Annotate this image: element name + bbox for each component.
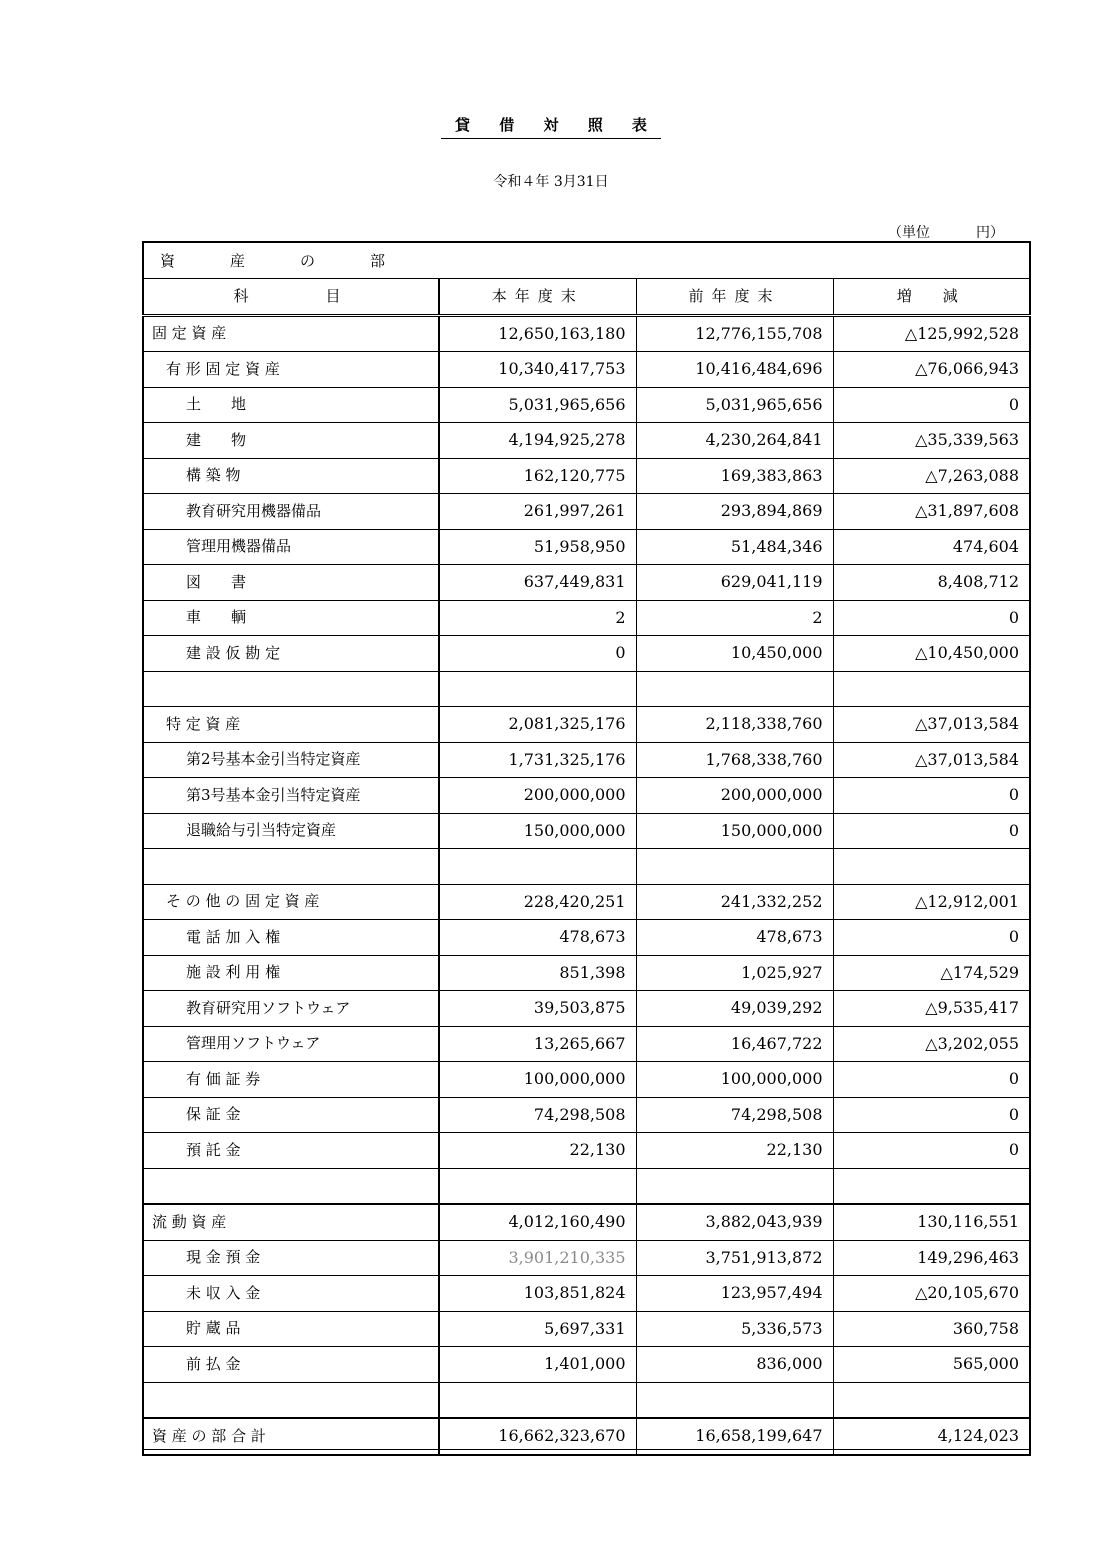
account-name: 未 収 入 金 — [143, 1276, 439, 1312]
previous-year-value: 12,776,155,708 — [636, 315, 833, 352]
current-year-value: 16,662,323,670 — [439, 1418, 636, 1455]
current-year-value: 1,731,325,176 — [439, 742, 636, 778]
change-value — [833, 1168, 1030, 1204]
current-year-value — [439, 671, 636, 707]
table-row — [143, 565, 1030, 601]
unit-close: 円） — [976, 225, 1004, 241]
account-name: 教育研究用機器備品 — [143, 494, 439, 530]
change-value: △12,912,001 — [833, 884, 1030, 920]
previous-year-value — [636, 1382, 833, 1418]
current-year-value: 39,503,875 — [439, 991, 636, 1027]
change-value: 0 — [833, 1097, 1030, 1133]
change-value: 0 — [833, 920, 1030, 956]
current-year-value — [439, 1168, 636, 1204]
account-name: 管理用ソフトウェア — [143, 1026, 439, 1062]
table-row — [143, 1097, 1030, 1133]
change-value: △35,339,563 — [833, 423, 1030, 459]
table-row — [143, 1347, 1030, 1383]
change-value: 0 — [833, 1062, 1030, 1098]
blank-row — [143, 849, 1030, 885]
current-year-value: 2,081,325,176 — [439, 707, 636, 743]
current-year-value: 0 — [439, 636, 636, 672]
current-year-value: 10,340,417,753 — [439, 352, 636, 388]
change-value — [833, 671, 1030, 707]
account-name: 退職給与引当特定資産 — [143, 813, 439, 849]
table-row — [143, 1026, 1030, 1062]
table-row — [143, 884, 1030, 920]
current-year-value: 4,194,925,278 — [439, 423, 636, 459]
previous-year-value: 1,768,338,760 — [636, 742, 833, 778]
previous-year-value — [636, 671, 833, 707]
account-name: 施 設 利 用 権 — [143, 955, 439, 991]
change-value: 360,758 — [833, 1311, 1030, 1347]
previous-year-value: 169,383,863 — [636, 458, 833, 494]
header-current-year: 本年度末 — [439, 279, 636, 316]
change-value: △10,450,000 — [833, 636, 1030, 672]
previous-year-value: 150,000,000 — [636, 813, 833, 849]
table-row — [143, 1311, 1030, 1347]
previous-year-value: 5,031,965,656 — [636, 387, 833, 423]
table-row — [143, 529, 1030, 565]
account-name: 特 定 資 産 — [143, 707, 439, 743]
account-name: 土 地 — [143, 387, 439, 423]
table-row — [143, 920, 1030, 956]
current-year-value: 51,958,950 — [439, 529, 636, 565]
table-row — [143, 1062, 1030, 1098]
current-year-value: 103,851,824 — [439, 1276, 636, 1312]
balance-sheet-table — [142, 241, 1031, 1456]
header-change: 増 減 — [833, 279, 1030, 316]
current-year-value: 637,449,831 — [439, 565, 636, 601]
current-year-value: 12,650,163,180 — [439, 315, 636, 352]
account-name: 教育研究用ソフトウェア — [143, 991, 439, 1027]
account-name: そ の 他 の 固 定 資 産 — [143, 884, 439, 920]
account-name: 保 証 金 — [143, 1097, 439, 1133]
blank-row — [143, 671, 1030, 707]
previous-year-value: 293,894,869 — [636, 494, 833, 530]
current-year-value: 851,398 — [439, 955, 636, 991]
previous-year-value: 10,450,000 — [636, 636, 833, 672]
table-row — [143, 991, 1030, 1027]
change-value — [833, 1382, 1030, 1418]
current-year-value: 162,120,775 — [439, 458, 636, 494]
previous-year-value: 16,658,199,647 — [636, 1418, 833, 1455]
previous-year-value: 3,751,913,872 — [636, 1240, 833, 1276]
table-row — [143, 352, 1030, 388]
current-year-value: 5,031,965,656 — [439, 387, 636, 423]
current-year-value: 261,997,261 — [439, 494, 636, 530]
table-row — [143, 494, 1030, 530]
previous-year-value: 2,118,338,760 — [636, 707, 833, 743]
current-year-value — [439, 849, 636, 885]
current-year-value: 1,401,000 — [439, 1347, 636, 1383]
current-year-value — [439, 1382, 636, 1418]
change-value: 4,124,023 — [833, 1418, 1030, 1455]
change-value: 0 — [833, 600, 1030, 636]
table-row — [143, 1133, 1030, 1169]
previous-year-value: 5,336,573 — [636, 1311, 833, 1347]
current-year-value: 228,420,251 — [439, 884, 636, 920]
blank-row — [143, 1168, 1030, 1204]
table-row — [143, 458, 1030, 494]
account-name: 第3号基本金引当特定資産 — [143, 778, 439, 814]
previous-year-value: 22,130 — [636, 1133, 833, 1169]
previous-year-value: 836,000 — [636, 1347, 833, 1383]
bottom-double-line — [142, 1449, 1029, 1450]
current-year-value: 74,298,508 — [439, 1097, 636, 1133]
account-name — [143, 671, 439, 707]
change-value: △9,535,417 — [833, 991, 1030, 1027]
change-value: 149,296,463 — [833, 1240, 1030, 1276]
account-name: 管理用機器備品 — [143, 529, 439, 565]
change-value: 0 — [833, 1133, 1030, 1169]
table-row — [143, 813, 1030, 849]
account-name: 図 書 — [143, 565, 439, 601]
previous-year-value: 478,673 — [636, 920, 833, 956]
change-value: 0 — [833, 778, 1030, 814]
change-value: △3,202,055 — [833, 1026, 1030, 1062]
table-row — [143, 955, 1030, 991]
current-year-value: 478,673 — [439, 920, 636, 956]
table-row — [143, 778, 1030, 814]
previous-year-value: 2 — [636, 600, 833, 636]
table-row — [143, 423, 1030, 459]
header-row — [143, 279, 1030, 316]
previous-year-value — [636, 849, 833, 885]
previous-year-value: 16,467,722 — [636, 1026, 833, 1062]
table-row — [143, 707, 1030, 743]
change-value: △7,263,088 — [833, 458, 1030, 494]
table-row — [143, 636, 1030, 672]
change-value: 0 — [833, 387, 1030, 423]
account-name: 前 払 金 — [143, 1347, 439, 1383]
current-year-value: 22,130 — [439, 1133, 636, 1169]
account-name: 電 話 加 入 権 — [143, 920, 439, 956]
account-name: 建 物 — [143, 423, 439, 459]
previous-year-value: 123,957,494 — [636, 1276, 833, 1312]
account-name: 固 定 資 産 — [143, 315, 439, 352]
account-name: 車 輌 — [143, 600, 439, 636]
change-value: △76,066,943 — [833, 352, 1030, 388]
change-value: 130,116,551 — [833, 1204, 1030, 1240]
current-year-value: 3,901,210,335 — [439, 1240, 636, 1276]
change-value: △31,897,608 — [833, 494, 1030, 530]
table-row — [143, 315, 1030, 352]
header-account: 科 目 — [143, 279, 439, 316]
current-year-value: 13,265,667 — [439, 1026, 636, 1062]
change-value: △20,105,670 — [833, 1276, 1030, 1312]
change-value: △174,529 — [833, 955, 1030, 991]
account-name — [143, 849, 439, 885]
current-year-value: 4,012,160,490 — [439, 1204, 636, 1240]
blank-row — [143, 1382, 1030, 1418]
current-year-value: 100,000,000 — [439, 1062, 636, 1098]
account-name: 貯 蔵 品 — [143, 1311, 439, 1347]
account-name: 現 金 預 金 — [143, 1240, 439, 1276]
document-title — [0, 114, 1102, 139]
previous-year-value: 629,041,119 — [636, 565, 833, 601]
account-name: 有 価 証 券 — [143, 1062, 439, 1098]
account-name: 資 産 の 部 合 計 — [143, 1418, 439, 1455]
account-name: 預 託 金 — [143, 1133, 439, 1169]
account-name: 建 設 仮 勘 定 — [143, 636, 439, 672]
header-previous-year: 前年度末 — [636, 279, 833, 316]
change-value: △37,013,584 — [833, 742, 1030, 778]
previous-year-value: 10,416,484,696 — [636, 352, 833, 388]
account-name — [143, 1382, 439, 1418]
current-year-value: 2 — [439, 600, 636, 636]
previous-year-value: 100,000,000 — [636, 1062, 833, 1098]
section-row — [143, 242, 1030, 279]
change-value: 565,000 — [833, 1347, 1030, 1383]
section-label: 資 産 の 部 — [143, 242, 1030, 279]
change-value: 0 — [833, 813, 1030, 849]
current-year-value: 200,000,000 — [439, 778, 636, 814]
account-name: 流 動 資 産 — [143, 1204, 439, 1240]
account-name: 第2号基本金引当特定資産 — [143, 742, 439, 778]
previous-year-value — [636, 1168, 833, 1204]
previous-year-value: 3,882,043,939 — [636, 1204, 833, 1240]
account-name: 構 築 物 — [143, 458, 439, 494]
table-row — [143, 600, 1030, 636]
table-row — [143, 1204, 1030, 1240]
report-date: 令和４年 3月31日 — [493, 174, 609, 190]
current-year-value: 5,697,331 — [439, 1311, 636, 1347]
previous-year-value: 74,298,508 — [636, 1097, 833, 1133]
change-value: △125,992,528 — [833, 315, 1030, 352]
previous-year-value: 1,025,927 — [636, 955, 833, 991]
table-row — [143, 387, 1030, 423]
table-row — [143, 742, 1030, 778]
account-name: 有 形 固 定 資 産 — [143, 352, 439, 388]
account-name — [143, 1168, 439, 1204]
change-value: 474,604 — [833, 529, 1030, 565]
unit-label — [888, 222, 1004, 242]
previous-year-value: 4,230,264,841 — [636, 423, 833, 459]
current-year-value: 150,000,000 — [439, 813, 636, 849]
change-value: △37,013,584 — [833, 707, 1030, 743]
change-value: 8,408,712 — [833, 565, 1030, 601]
unit-open: （単位 — [888, 225, 930, 241]
previous-year-value: 49,039,292 — [636, 991, 833, 1027]
previous-year-value: 241,332,252 — [636, 884, 833, 920]
previous-year-value: 51,484,346 — [636, 529, 833, 565]
table-row — [143, 1240, 1030, 1276]
title-text: 貸 借 対 照 表 — [441, 114, 661, 139]
change-value — [833, 849, 1030, 885]
table-row — [143, 1276, 1030, 1312]
previous-year-value: 200,000,000 — [636, 778, 833, 814]
